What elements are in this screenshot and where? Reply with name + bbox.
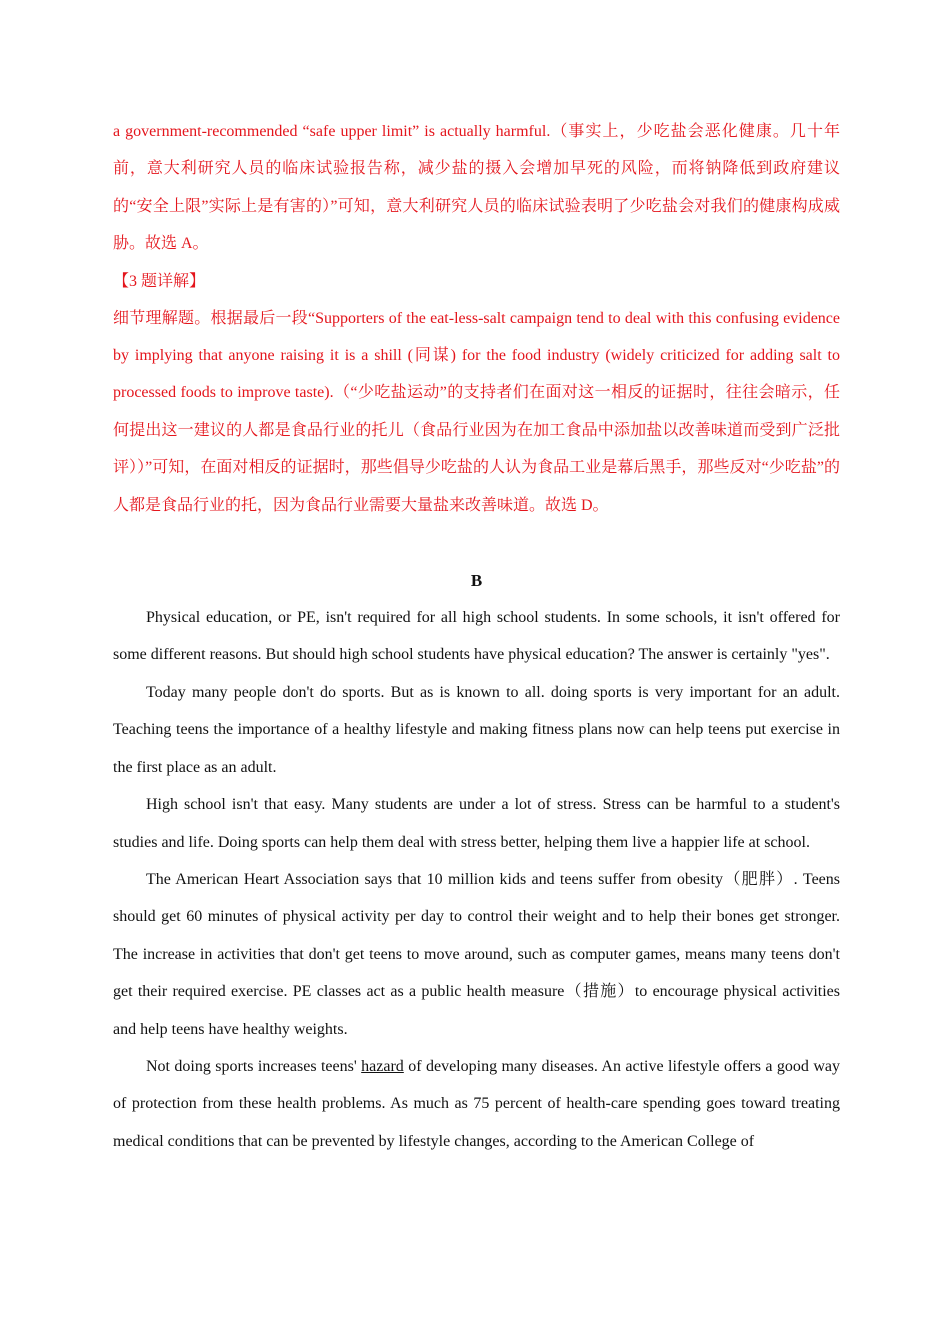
passage-paragraph-4: The American Heart Association says that 10 million kids and teens suffer from obesity（肥胖）. Teens should get 60 minutes of physical activity per day to control their weight and to help their bones get stronger. The increase in activities that don't get teens to move around, such as computer games, means many teens don't get their required exercise. PE classes act as a public health measure（措施）to encourage physical activities and help teens have healthy weights.: [113, 870, 840, 1038]
passage-title: B: [470, 571, 483, 591]
answer-paragraph-q2: a government-recommended “safe upper limit” is actually harmful.（事实上，少吃盐会恶化健康。几十年前，意大利研究人员的临床试验报告称，减少盐的摄入会增加早死的风险，而将钠降低到政府建议的“安全上限”实际上是有害的）”可知，意大利研究人员的临床试验表明了少吃盐会对我们的健康构成威胁。故选 A。: [113, 123, 840, 253]
answer-paragraph-q3: 细节理解题。根据最后一段“Supporters of the eat-less-salt campaign tend to deal with this confusing evidence by implying that anyone raising it is a shill (同谋) for the food industry (widely criticized for adding salt to processed foods to improve taste).（“少吃盐运动”的支持者们在面对这一相反的证据时，往往会暗示，任何提出这一建议的人都是食品行业的托儿（食品行业因为在加工食品中添加盐以改善味道而受到广泛批评））”可知，在面对相反的证据时，那些倡导少吃盐的人认为食品工业是幕后黑手，那些反对“少吃盐”的人都是食品行业的托，因为食品行业需要大量盐来改善味道。故选 D。: [113, 309, 840, 514]
answer-explanation: [113, 113, 840, 524]
passage-b: [113, 599, 840, 1160]
document-page: [113, 113, 840, 1160]
q3-heading: 【3 题详解】: [113, 272, 206, 290]
passage-paragraph-2: Today many people don't do sports. But as is known to all. doing sports is very important for an adult. Teaching teens the importance of a healthy lifestyle and making fitness plans now can help teens put exercise in the first place as an adult.: [113, 683, 840, 776]
paragraph-5-start: Not doing sports increases teens': [146, 1057, 362, 1075]
paragraph-5-end: of developing many diseases. An active lifestyle offers a good way of protection from these health problems. As much as 75 percent of health-care spending goes toward treating medical conditions that can be prevented by lifestyle changes, according to the American College of: [113, 1057, 841, 1150]
passage-paragraph-1: Physical education, or PE, isn't required for all high school students. In some schools, it isn't offered for some different reasons. But should high school students have physical education? The answer is certainly "yes".: [113, 609, 840, 664]
underlined-word-hazard: hazard: [361, 1057, 404, 1075]
passage-paragraph-5: [113, 1048, 840, 1160]
passage-paragraph-3: High school isn't that easy. Many students are under a lot of stress. Stress can be harmful to a student's studies and life. Doing sports can help them deal with stress better, helping them live a happier life at school.: [113, 796, 840, 851]
